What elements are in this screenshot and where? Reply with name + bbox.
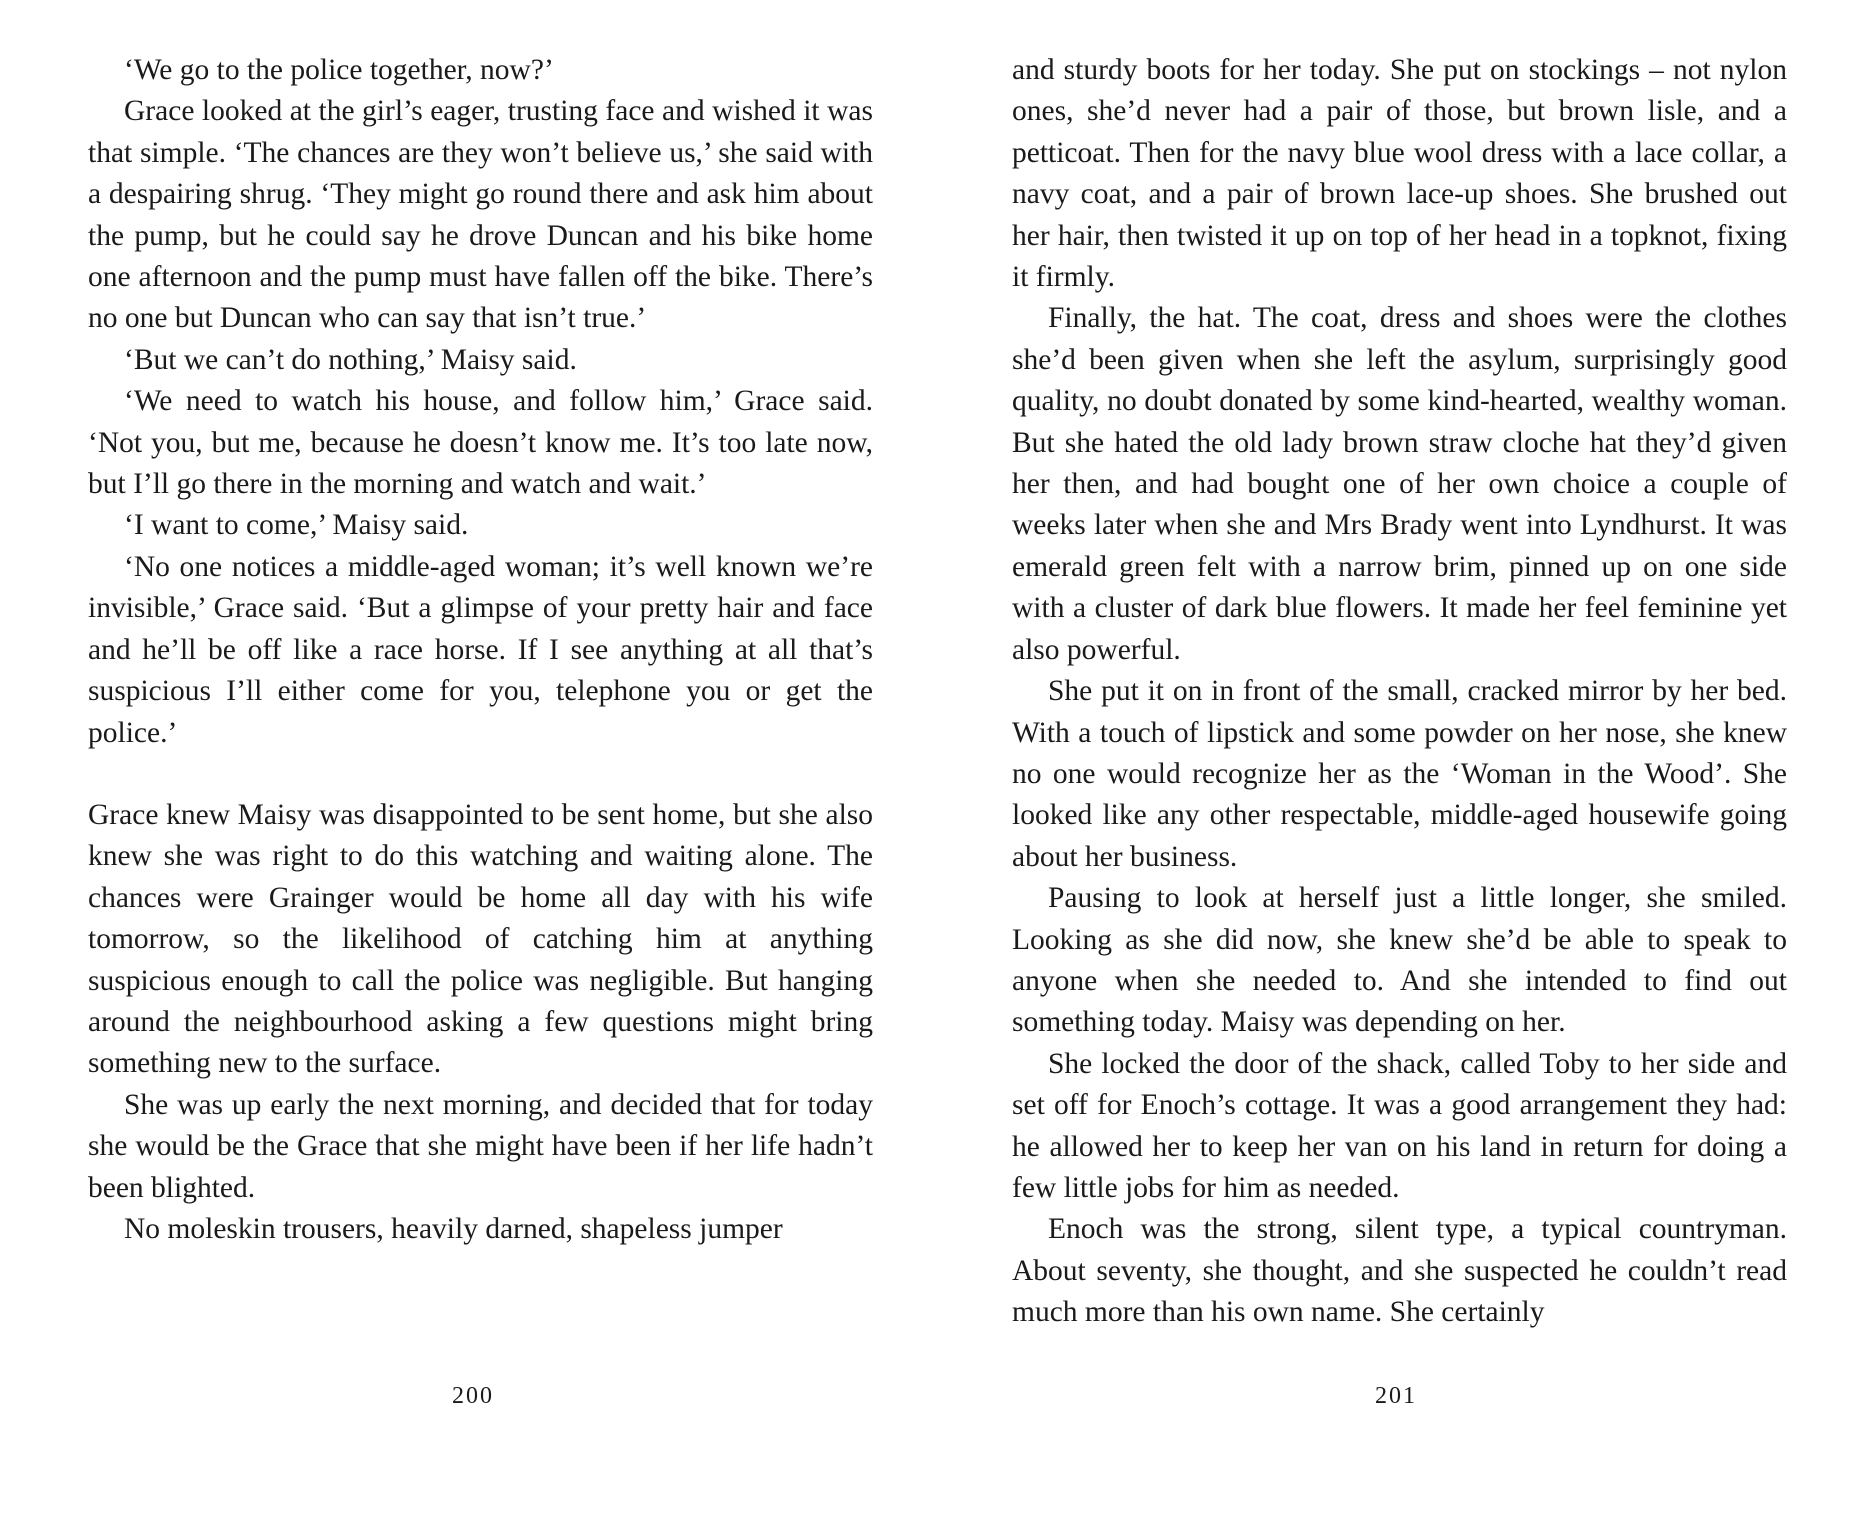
paragraph: ‘We need to watch his house, and follow him,’ Grace said. ‘Not you, but me, because he doesn’t know me. It’s too late now, but I’ll go there in the morning and watch and wait.’: [88, 385, 873, 501]
paragraph: No moleskin trousers, heavily darned, shapeless jumper: [124, 1212, 783, 1245]
paragraph: ‘I want to come,’ Maisy said.: [124, 509, 469, 542]
paragraph: Finally, the hat. The coat, dress and shoes were the clothes she’d been given when she left the asylum, surprisingly good quality, no doubt donated by some kind-hearted, wealthy woman. But she hated the old lady brown straw cloche hat they’d given her then, and had bought one of her own choice a couple of weeks later when she and Mrs Brady went into Lyndhurst. It was emerald green felt with a narrow brim, pinned up on one side with a cluster of dark blue flowers. It made her feel feminine yet also powerful.: [1012, 302, 1787, 666]
paragraph: Grace looked at the girl’s eager, trusting face and wished it was that simple. ‘The chances are they won’t believe us,’ she said with a despairing shrug. ‘They might go round there and ask him about the pump, but he could say he drove Duncan and his bike home one afternoon and the pump must have fallen off the bike. There’s no one but Duncan who can say that isn’t true.’: [88, 95, 873, 335]
paragraph: She put it on in front of the small, cracked mirror by her bed. With a touch of lipstick and some powder on her nose, she knew no one would recognize her as the ‘Woman in the Wood’. She looked like any other respectable, middle-aged housewife going about her business.: [1012, 675, 1787, 873]
paragraph: Enoch was the strong, silent type, a typical countryman. About seventy, she thought, and she suspected he couldn’t read much more than his own name. She certainly: [1012, 1213, 1787, 1329]
page-number-right: 201: [1375, 1383, 1417, 1409]
paragraph: ‘But we can’t do nothing,’ Maisy said.: [124, 343, 577, 376]
right-page: [1012, 50, 1787, 1334]
paragraph: ‘We go to the police together, now?’: [124, 54, 554, 86]
paragraph: and sturdy boots for her today. She put on stockings – not nylon ones, she’d never had a pair of those, but brown lisle, and a petticoat. Then for the navy blue wool dress with a lace collar, a navy coat, and a pair of brown lace-up shoes. She brushed out her hair, then twisted it up on top of her head in a topknot, fixing it firmly.: [1012, 54, 1787, 294]
left-page-text: [88, 50, 873, 1250]
page-number-left: 200: [452, 1383, 494, 1409]
paragraph: She was up early the next morning, and decided that for today she would be the Grace that she might have been if her life hadn’t been blighted.: [88, 1088, 873, 1204]
paragraph: ‘No one notices a middle-aged woman; it’s well known we’re invisible,’ Grace said. ‘But a glimpse of your pretty hair and face and he’ll be off like a race horse. If I see anything at all that’s suspicious I’ll either come for you, telephone you or get the police.’: [88, 550, 873, 749]
gutter: [936, 0, 938, 1524]
paragraph: Grace knew Maisy was disappointed to be sent home, but she also knew she was right to do this watching and waiting alone. The chances were Grainger would be home all day with his wife tomorrow, so the likelihood of catching him at anything suspicious enough to call the police was negligible. But hanging around the neighbourhood asking a few questions might bring something new to the surface.: [88, 798, 873, 1080]
left-page: [88, 50, 873, 1250]
paragraph: She locked the door of the shack, called Toby to her side and set off for Enoch’s cottage. It was a good arrangement they had: he allowed her to keep her van on his land in return for doing a few little jobs for him as needed.: [1012, 1047, 1787, 1204]
right-page-text: [1012, 50, 1787, 1334]
paragraph: Pausing to look at herself just a little longer, she smiled. Looking as she did now, she knew she’d be able to speak to anyone when she needed to. And she intended to find out something today. Maisy was depending on her.: [1012, 882, 1787, 1039]
